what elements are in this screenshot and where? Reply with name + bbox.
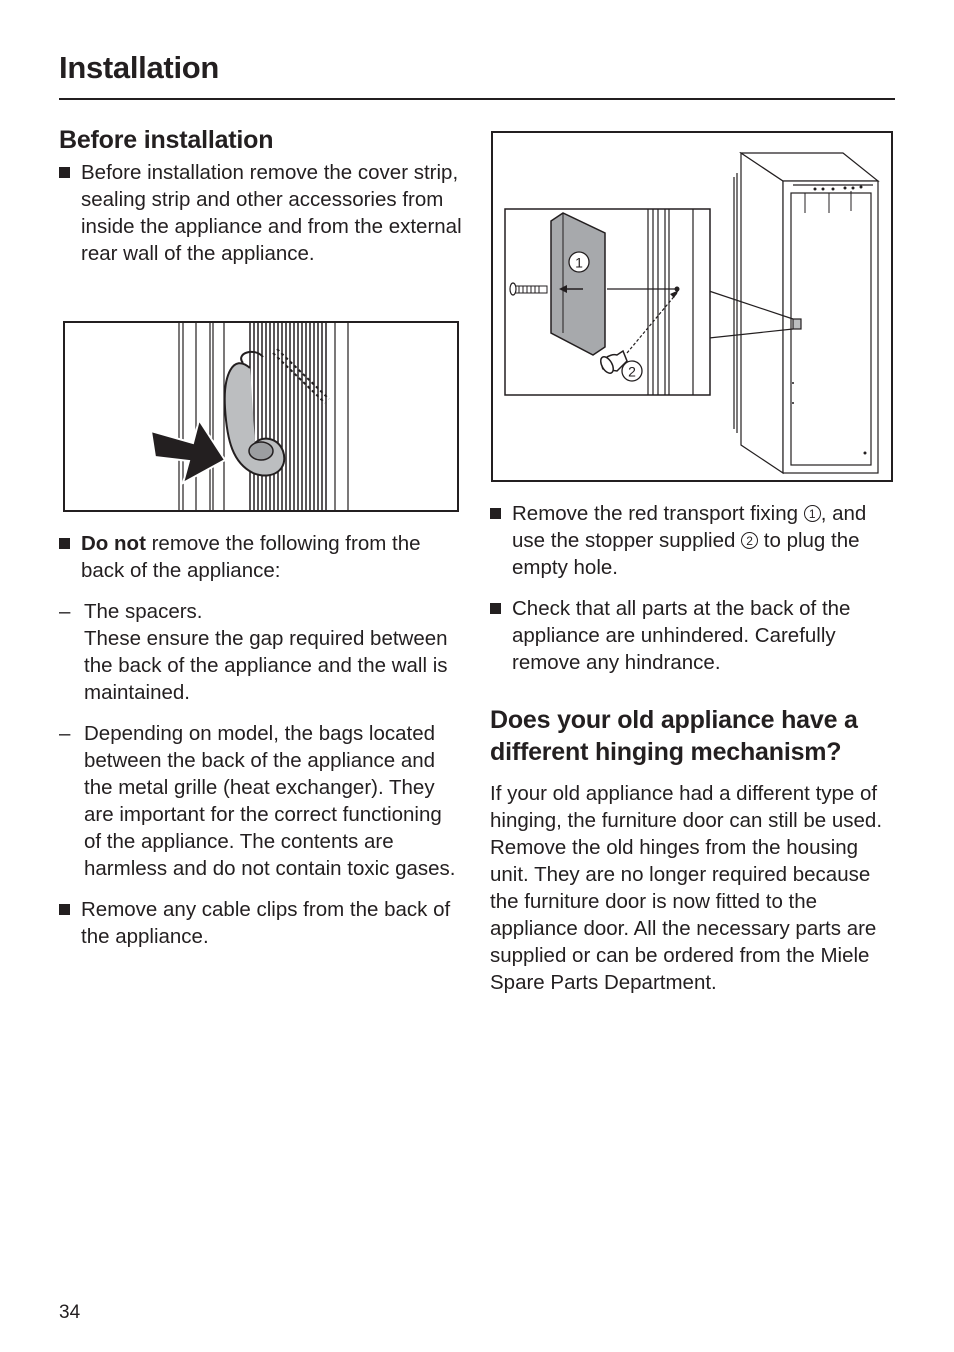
title-rule xyxy=(59,98,895,100)
marker-2-icon: 2 xyxy=(741,532,758,549)
bullet-square-icon xyxy=(59,538,70,549)
bullet-cable-clips: Remove any cable clips from the back of the appliance. xyxy=(59,896,464,950)
spacer-illustration xyxy=(65,323,457,510)
hinging-paragraph: If your old appliance had a different type of hinging, the furniture door can still be used. Remove the old hinges from the housing unit. They are no longer required because the furniture door is now fitted to the appliance door. All the necessary parts are supplied or can be ordered from the Miele Spare Parts Department. xyxy=(490,782,883,994)
marker-2: 2 xyxy=(628,363,636,380)
section-heading-before-installation: Before installation xyxy=(59,126,274,154)
bullet-square-icon xyxy=(59,904,70,915)
bullet-square-icon xyxy=(59,167,70,178)
left-column-lower xyxy=(59,530,464,950)
left-column xyxy=(59,124,464,267)
page-title: Installation xyxy=(59,50,220,85)
bullet-square-icon xyxy=(490,508,501,519)
dash-item-bags: – Depending on model, the bags located between the back of the appliance and the metal grille (heat exchanger). They are important for the correct functioning of the appliance. The contents are harmless and do not contain toxic gases. xyxy=(59,722,456,880)
bullet-do-not-remove: Do not remove the following from the back of the appliance: xyxy=(59,530,464,584)
dash-item-spacers: – The spacers. These ensure the gap required between the back of the appliance and the wall is maintained. xyxy=(59,600,448,704)
marker-1-icon: 1 xyxy=(804,505,821,522)
bullet-square-icon xyxy=(490,603,501,614)
figure-spacer-removal xyxy=(63,321,459,512)
right-column xyxy=(490,500,900,996)
page-number: 34 xyxy=(59,1302,81,1323)
transport-fixing-illustration xyxy=(493,133,891,480)
section-heading-hinging: Does your old appliance have a different hinging mechanism? xyxy=(490,706,858,766)
bullet-check-parts: Check that all parts at the back of the appliance are unhindered. Carefully remove any hindrance. xyxy=(490,595,900,676)
bullet-remove-accessories: Before installation remove the cover strip, sealing strip and other accessories from inside the appliance and from the external rear wall of the appliance. xyxy=(59,159,464,267)
bullet-remove-transport-fixing: Remove the red transport fixing 1 , and use the stopper supplied 2 to plug the empty hole. xyxy=(490,500,900,581)
marker-1: 1 xyxy=(575,254,583,271)
figure-transport-fixing xyxy=(491,131,893,482)
